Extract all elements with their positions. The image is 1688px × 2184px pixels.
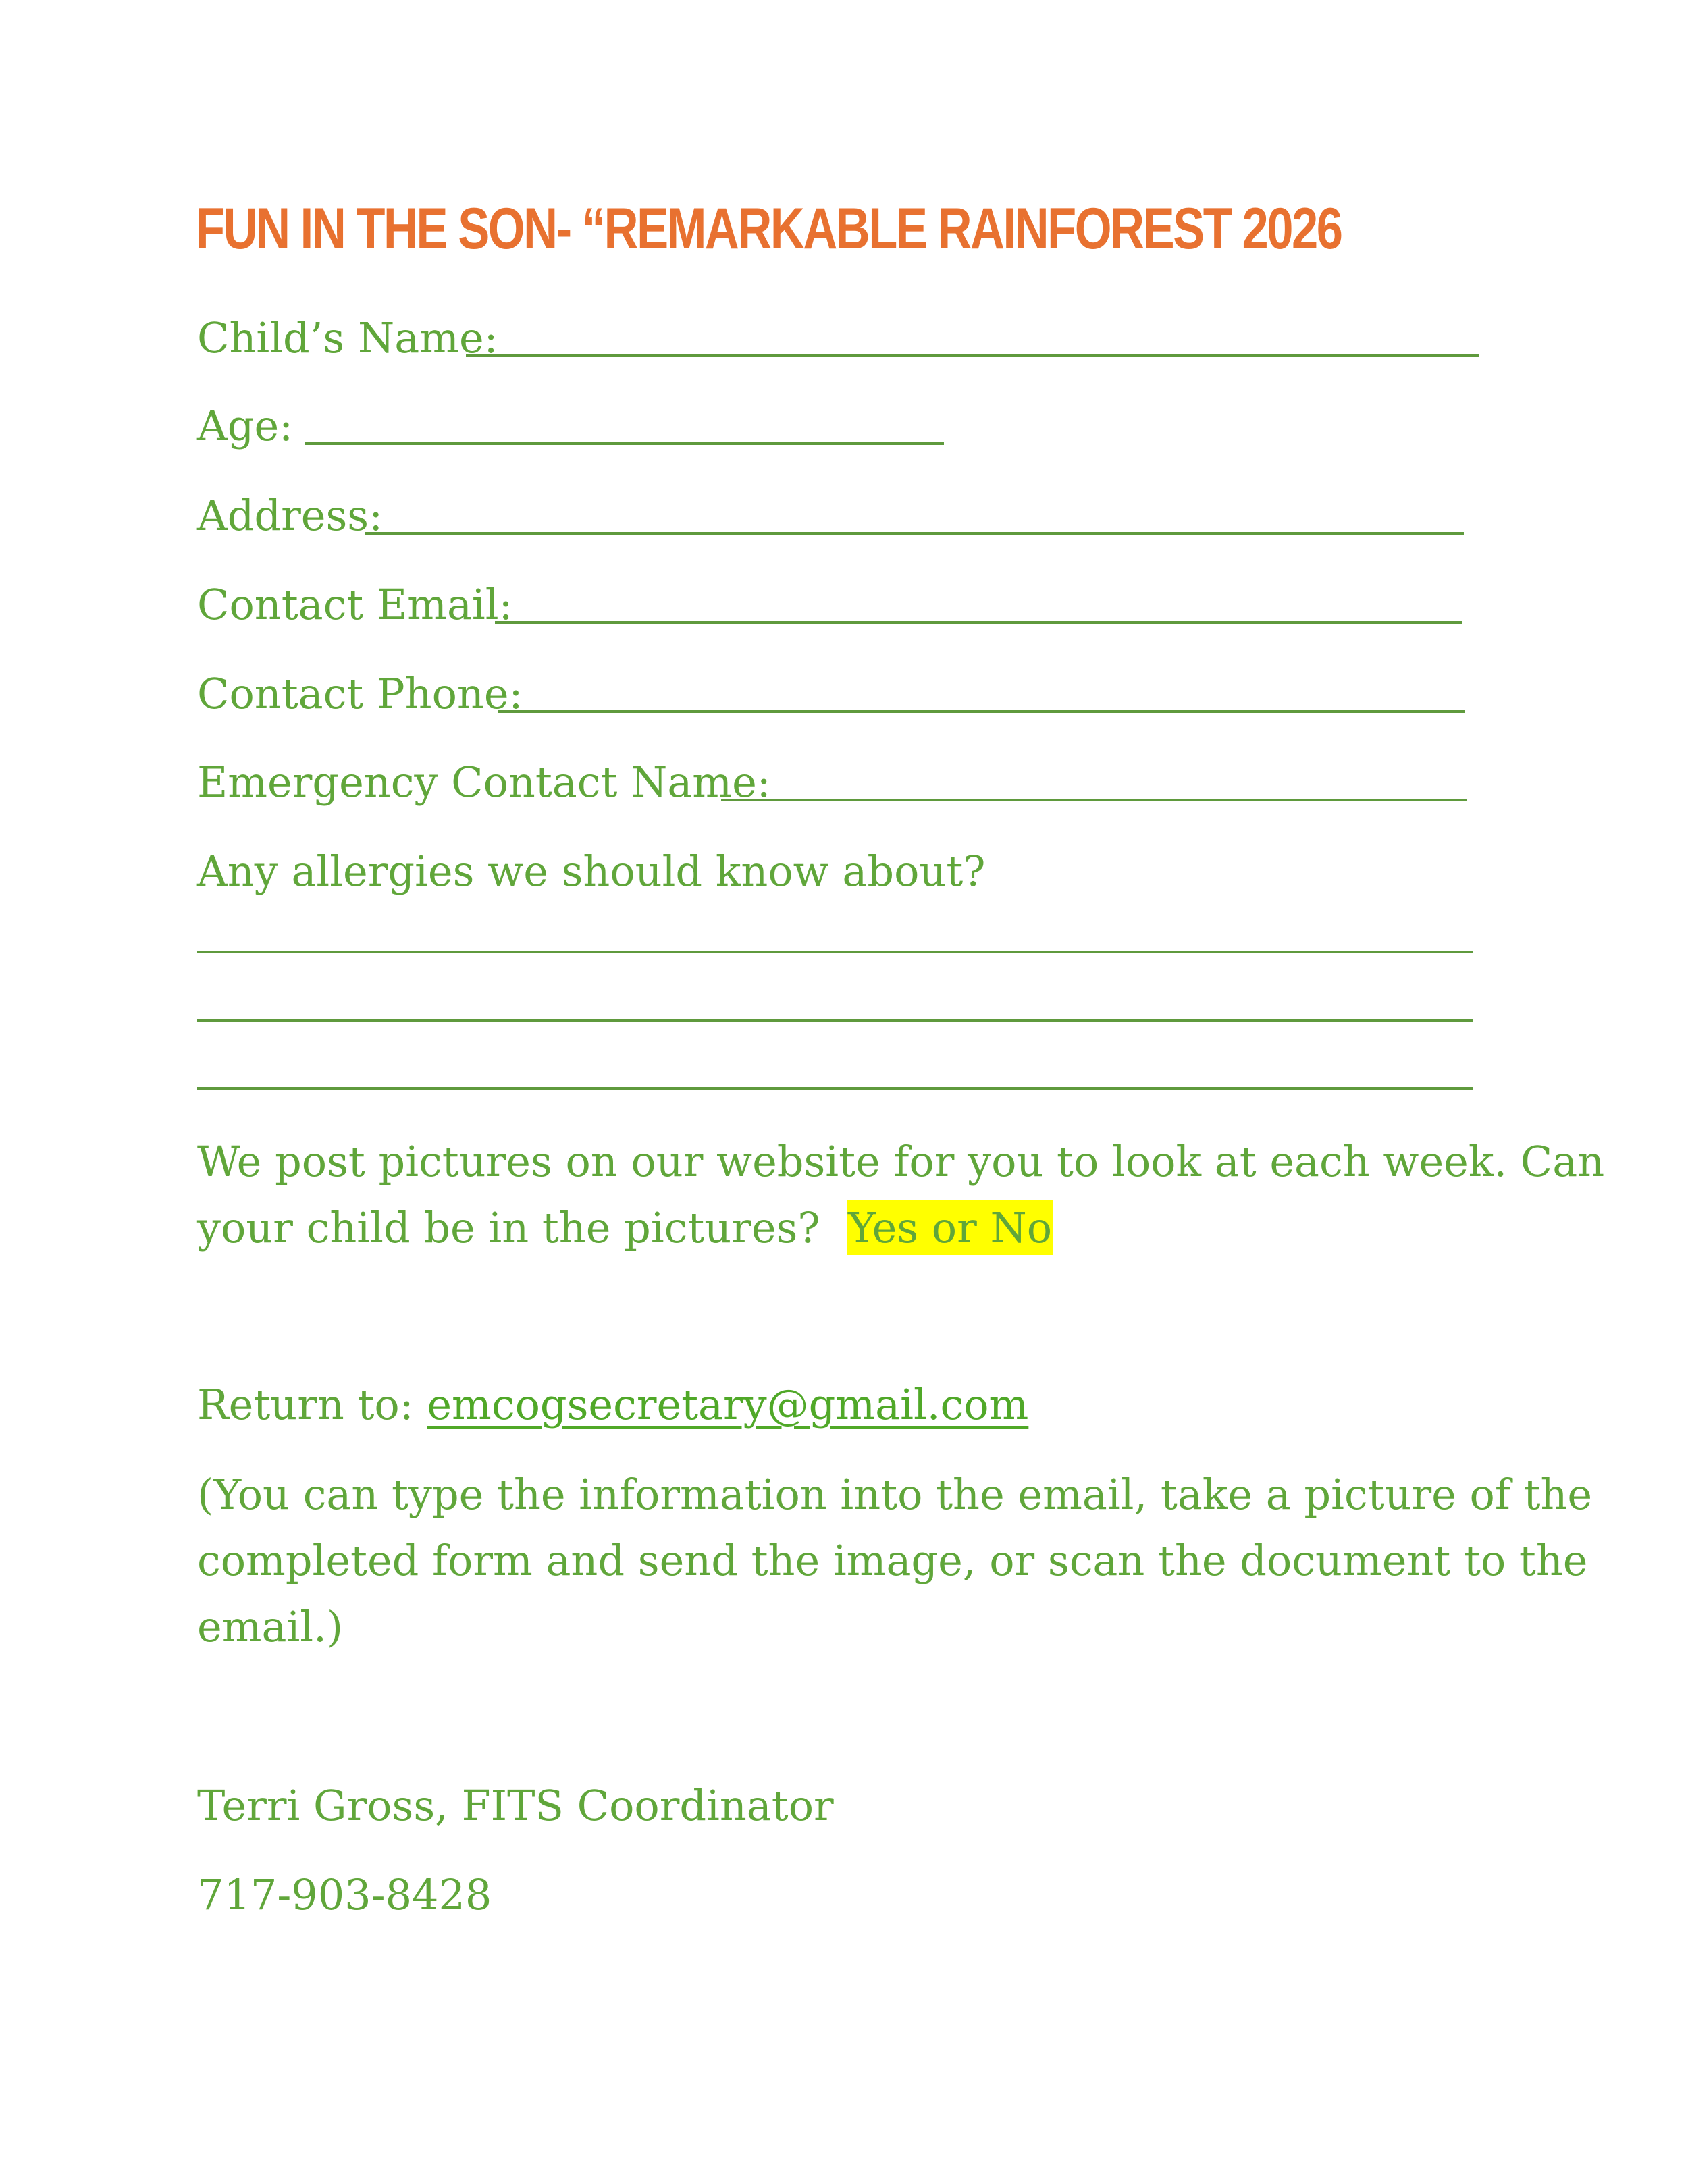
allergies-line-2[interactable]	[197, 1019, 1473, 1022]
child-name-field[interactable]	[466, 354, 1479, 357]
return-to-row	[197, 1372, 1028, 1438]
coordinator-phone: 717-903-8428	[197, 1870, 492, 1919]
age-label: Age:	[197, 401, 294, 450]
age-field[interactable]	[305, 442, 944, 445]
instructions-line-1: (You can type the information into the email, take a picture of the	[197, 1470, 1593, 1519]
pictures-question-line-1: We post pictures on our website for you to look at each week. Can	[197, 1137, 1605, 1186]
emergency-contact-label: Emergency Contact Name:	[197, 757, 771, 807]
address-label: Address:	[197, 491, 384, 540]
allergies-line-1[interactable]	[197, 951, 1473, 953]
allergies-line-3[interactable]	[197, 1087, 1473, 1090]
pictures-question-line-2	[197, 1195, 1053, 1261]
instructions-line-2: completed form and send the image, or scan the document to the	[197, 1536, 1588, 1585]
coordinator-name: Terri Gross, FITS Coordinator	[197, 1781, 834, 1830]
return-to-label: Return to:	[197, 1380, 414, 1429]
contact-phone-label: Contact Phone:	[197, 669, 523, 718]
return-email-link[interactable]: emcogsecretary@gmail.com	[427, 1380, 1029, 1429]
contact-email-field[interactable]	[495, 621, 1462, 624]
contact-email-label: Contact Email:	[197, 580, 513, 629]
page-title: FUN IN THE SON- “REMARKABLE RAINFOREST 2026	[196, 196, 1342, 261]
allergies-label: Any allergies we should know about?	[197, 847, 986, 896]
instructions-line-3: email.)	[197, 1602, 344, 1651]
emergency-contact-field[interactable]	[721, 799, 1467, 801]
pictures-question-text: your child be in the pictures?	[197, 1203, 820, 1252]
child-name-label: Child’s Name:	[197, 313, 498, 363]
address-field[interactable]	[365, 532, 1464, 535]
contact-phone-field[interactable]	[498, 710, 1465, 713]
yes-or-no-options[interactable]: Yes or No	[847, 1200, 1053, 1255]
